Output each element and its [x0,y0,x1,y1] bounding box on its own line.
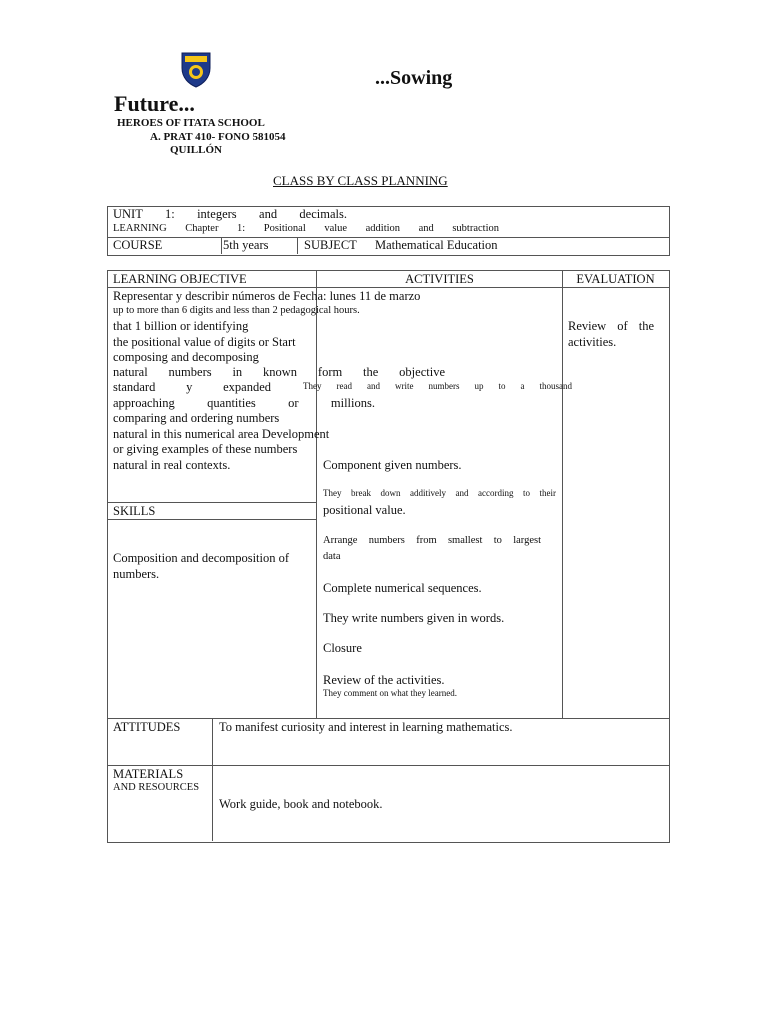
activity-item: positional value. [323,503,406,517]
objective-line: or giving examples of these numbers [113,442,298,456]
objective-line: natural numbers in known form the objective [113,365,445,379]
school-name: HEROES OF ITATA SCHOOL [117,117,265,129]
objective-line: approaching quantities or millions. [113,396,375,410]
school-city: QUILLÓN [170,144,222,156]
skills-line: Composition and decomposition of [113,551,290,565]
activity-read-write: They read and write numbers up to a thousand [303,381,572,391]
activity-item: Arrange numbers from smallest to largest [323,535,541,546]
objective-line: standard y expanded [113,380,271,394]
objective-line: that 1 billion or identifying [113,319,249,333]
skills-label: SKILLS [113,504,156,518]
unit-line: UNIT 1: integers and decimals. [113,207,347,221]
activity-item: Closure [323,641,362,655]
school-logo [178,50,214,88]
objective-line: composing and decomposing [113,350,259,364]
attitudes-label: ATTITUDES [113,720,181,734]
header-evaluation: EVALUATION [576,272,655,286]
objective-line: natural in this numerical area Development [113,427,330,441]
header-learning-objective: LEARNING OBJECTIVE [113,272,247,286]
activity-item: Complete numerical sequences. [323,581,482,595]
materials-label-2: AND RESOURCES [113,782,200,793]
objective-line: the positional value of digits or Start [113,335,296,349]
motto-sowing: ...Sowing [375,67,453,89]
evaluation-line: Review of the [568,319,654,333]
objective-line: Representar y describir números de Fecha: lunes 11 de marzo [113,289,421,303]
activity-item: Component given numbers. [323,458,462,472]
objective-line: comparing and ordering numbers [113,411,280,425]
subject-value: Mathematical Education [375,238,498,252]
subject-label: SUBJECT [304,238,357,252]
objective-line: up to more than 6 digits and less than 2 pedagogical hours. [113,305,360,316]
materials-value: Work guide, book and notebook. [219,797,383,811]
course-value: 5th years [223,238,269,252]
motto-future: Future... [114,91,195,116]
attitudes-value: To manifest curiosity and interest in learning mathematics. [219,720,513,734]
course-label: COURSE [113,238,163,252]
activity-item: They write numbers given in words. [323,611,505,625]
header-activities: ACTIVITIES [405,272,474,286]
school-address: A. PRAT 410- FONO 581054 [150,131,286,143]
activity-item: data [323,551,341,562]
evaluation-line: activities. [568,335,617,349]
activity-item: Review of the activities. [323,673,445,687]
document-title: CLASS BY CLASS PLANNING [273,173,448,188]
learning-line: LEARNING Chapter 1: Positional value addition and subtraction [113,223,499,234]
skills-line: numbers. [113,567,160,581]
objective-line: natural in real contexts. [113,458,231,472]
activity-item: They break down additively and according to their [323,488,556,498]
activity-item: They comment on what they learned. [323,688,457,698]
materials-label: MATERIALS [113,767,184,781]
